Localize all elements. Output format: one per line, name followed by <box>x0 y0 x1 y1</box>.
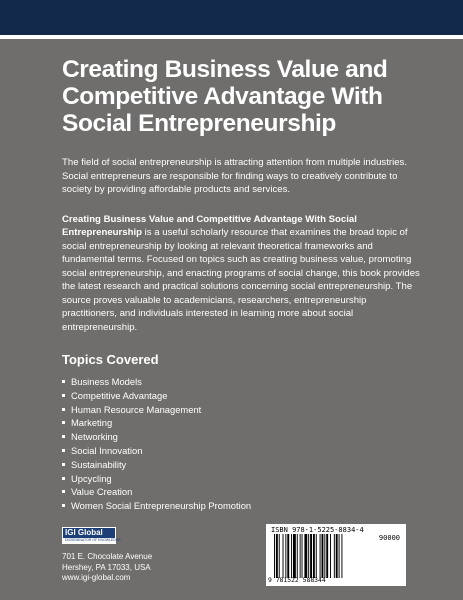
price-code: 90000 <box>378 534 400 542</box>
topic-item: Sustainability <box>62 458 422 472</box>
isbn-barcode <box>266 524 406 586</box>
barcode-bar <box>313 534 315 578</box>
isbn-label: ISBN 978-1-5225-8834-4 <box>271 526 364 534</box>
barcode-bar <box>279 534 280 578</box>
barcode-bar <box>291 534 292 578</box>
topic-item: Human Resource Management <box>62 403 422 417</box>
barcode-bar <box>316 534 317 578</box>
logo-tagline: DISSEMINATOR OF KNOWLEDGE <box>65 538 121 542</box>
barcode-bar <box>308 534 309 578</box>
barcode-bar <box>341 534 342 578</box>
intro-paragraph: The field of social entrepreneurship is attracting attention from multiple industries. Social entrepreneurs are responsible for finding ways to creatively contribute to society by providing affordable products and services. <box>62 157 408 195</box>
topic-item: Upcycling <box>62 472 422 486</box>
topic-item: Competitive Advantage <box>62 389 422 403</box>
barcode-bar <box>334 534 335 578</box>
barcode-bar <box>276 534 278 578</box>
barcode-bar <box>336 534 338 578</box>
topic-item: Business Models <box>62 375 422 389</box>
barcode-bar <box>324 534 325 578</box>
barcode-bar <box>310 534 312 578</box>
publisher-block <box>62 527 212 584</box>
topic-item: Marketing <box>62 416 422 430</box>
barcode-bar <box>300 534 301 578</box>
barcode-bar <box>274 534 275 578</box>
address-line: 701 E. Chocolate Avenue <box>62 552 153 561</box>
description-body: is a useful scholarly resource that examines the broad topic of social entrepreneurship by looking at relevant theoretical frameworks and fundamental terms. Focused on topics such as creating business value, promoting social entrepreneurship, and enacting programs of social change, this book provides the latest research and practical solutions concerning social entrepreneurship. The source proves valuable to academicians, researchers, entrepreneurship practitioners, and individuals interested in learning more about social entrepreneurship. <box>62 227 420 333</box>
barcode-bar <box>326 534 328 578</box>
top-color-band <box>0 0 463 35</box>
barcode-bar <box>293 534 296 578</box>
topics-list <box>62 375 422 513</box>
topics-heading: Topics Covered <box>62 352 159 367</box>
barcode-bars <box>274 534 366 578</box>
logo-name: IGI Global <box>63 528 115 538</box>
publisher-website: www.igi-global.com <box>62 573 131 583</box>
top-divider <box>0 35 463 39</box>
barcode-bar <box>339 534 340 578</box>
barcode-bar <box>320 534 321 578</box>
book-title: Creating Business Value and Competitive Advantage With Social Entrepreneurship <box>62 56 388 137</box>
topic-item: Value Creation <box>62 485 422 499</box>
address-line: Hershey, PA 17033, USA <box>62 562 151 572</box>
topic-item: Women Social Entrepreneurship Promotion <box>62 499 422 513</box>
topic-item: Networking <box>62 430 422 444</box>
description-paragraph <box>62 213 422 335</box>
description-book-title: Creating Business Value and Competitive Advantage With Social Entrepreneurship <box>62 213 357 238</box>
publisher-address <box>62 552 212 584</box>
barcode-bar <box>322 534 324 578</box>
barcode-bar <box>330 534 331 578</box>
barcode-bar <box>283 534 284 578</box>
barcode-digits: 9 781522 588344 <box>268 576 326 584</box>
barcode-bar <box>304 534 307 578</box>
topic-item: Social Innovation <box>62 444 422 458</box>
cover-content <box>62 56 422 513</box>
barcode-bar <box>287 534 289 578</box>
barcode-bar <box>297 534 298 578</box>
publisher-logo <box>62 527 121 544</box>
barcode-bar <box>302 534 303 578</box>
barcode-bar <box>285 534 286 578</box>
